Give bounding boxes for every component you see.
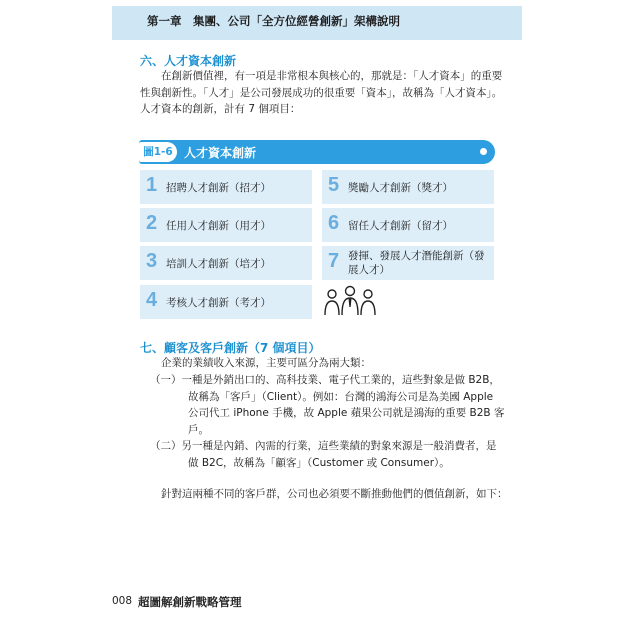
section-6-heading: 六、人才資本創新 — [140, 54, 237, 68]
figure-item-2 — [140, 208, 312, 242]
paragraph-line: 人才資本的創新，計有 7 個項目： — [140, 103, 301, 115]
item-text: 培訓人才創新（培才） — [166, 258, 271, 270]
page-number: 008 — [112, 595, 133, 607]
paragraph-line: 公司代工 iPhone 手機，故 Apple 蘋果公司就是鴻海的重要 B2B 客 — [188, 407, 505, 419]
figure-item-1 — [140, 170, 312, 204]
closing-paragraph — [140, 486, 508, 503]
bullet-1 — [150, 372, 510, 438]
item-number: 5 — [328, 174, 340, 196]
figure-title: 人才資本創新 — [184, 146, 257, 160]
figure-item-7 — [322, 246, 494, 280]
item-number: 3 — [146, 250, 158, 272]
section-7-heading: 七、顧客及客戶創新（7 個項目） — [140, 341, 321, 355]
paragraph-line: 做 B2C，故稱為「顧客」（Customer 或 Consumer）。 — [188, 456, 450, 469]
chapter-title: 第一章 集團、公司「全方位經營創新」架構說明 — [147, 14, 400, 28]
item-number: 4 — [146, 289, 158, 311]
item-number: 7 — [328, 250, 340, 272]
figure-item-4 — [140, 285, 312, 319]
section-6-paragraph — [140, 68, 503, 118]
item-text: 獎勵人才創新（獎才） — [348, 182, 453, 194]
paragraph-line: 在創新價值裡，有一項是非常根本與核心的，那就是：「人才資本」的重要 — [161, 70, 503, 82]
paragraph-line: 故稱為「客戶」（Client）。例如：台灣的鴻海公司是為美國 Apple — [188, 390, 494, 403]
item-number: 6 — [328, 212, 340, 234]
paragraph-line: 性與創新性。「人才」是公司發展成功的很重要「資本」，故稱為「人才資本」。 — [140, 86, 503, 99]
item-number: 2 — [146, 212, 158, 234]
item-text: 留任人才創新（留才） — [348, 220, 453, 232]
figure-item-6 — [322, 208, 494, 242]
paragraph-line: （一）一種是外銷出口的、高科技業、電子代工業的，這些對象是做 B2B， — [150, 374, 500, 386]
item-text: 任用人才創新（用才） — [166, 220, 271, 232]
figure-dot-icon — [480, 148, 487, 155]
figure-item-5 — [322, 170, 494, 204]
paragraph-line: （二）另一種是內銷、內需的行業，這些業績的對象來源是一般消費者，是 — [150, 440, 497, 452]
bullet-2 — [150, 438, 510, 471]
item-number: 1 — [146, 174, 158, 196]
figure-item-3 — [140, 246, 312, 280]
paragraph-line: 針對這兩種不同的客戶群，公司也必須要不斷推動他們的價值創新，如下： — [161, 488, 508, 500]
item-text: 招聘人才創新（招才） — [166, 182, 271, 194]
people-group-icon — [322, 285, 378, 319]
figure-label: 圖1-6 — [139, 142, 177, 162]
item-text: 考核人才創新（考才） — [166, 297, 271, 309]
section-7-intro — [140, 355, 500, 372]
paragraph-line: 企業的業績收入來源，主要可區分為兩大類： — [161, 357, 371, 369]
book-title: 超圖解創新戰略管理 — [138, 595, 242, 609]
paragraph-line: 戶。 — [188, 423, 209, 436]
item-text: 發揮、發展人才潛能創新（發展人才） — [348, 250, 485, 276]
